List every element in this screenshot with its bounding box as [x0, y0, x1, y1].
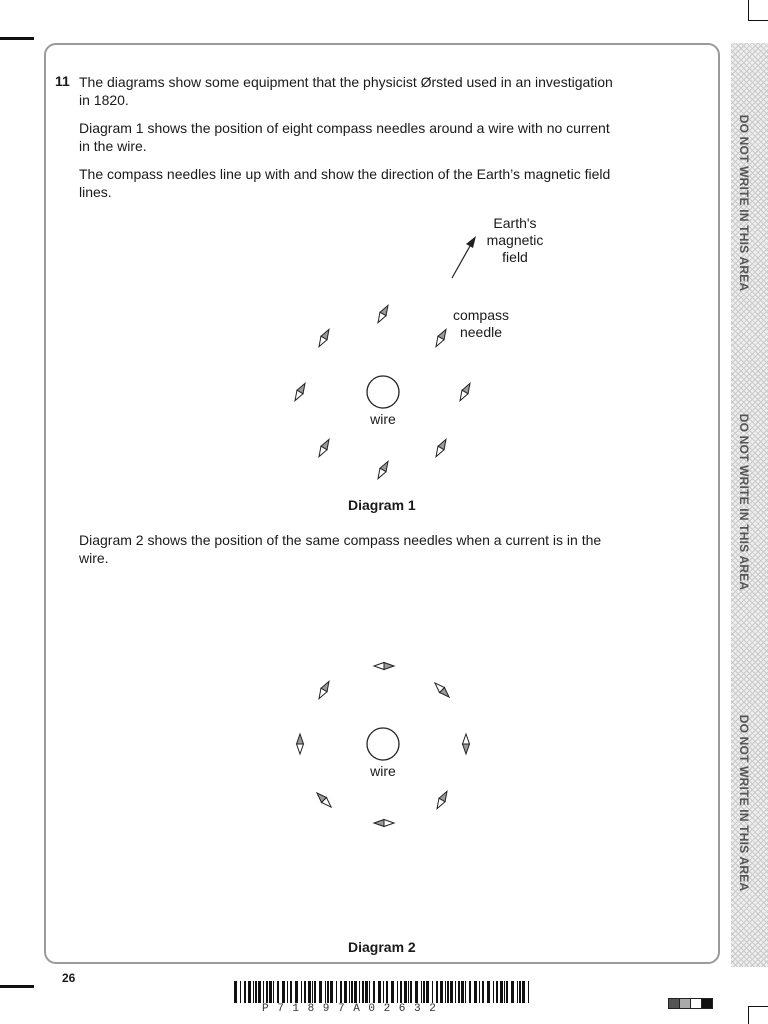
barcode-bar — [325, 981, 326, 1003]
barcode-bar — [423, 981, 425, 1003]
barcode-bar — [496, 981, 498, 1003]
barcode-bar — [432, 981, 433, 1003]
barcode-bar — [450, 981, 453, 1003]
edge-mark-bottom-right-v — [748, 1006, 749, 1024]
barcode-bar — [373, 981, 375, 1003]
intro-text: The diagrams show some equipment that the physicist Ørsted used in an investigation in 1820. — [79, 74, 613, 108]
barcode-bar — [312, 981, 313, 1003]
diagram2-description: Diagram 2 shows the position of the same compass needles when a current is in the wire. — [79, 532, 602, 566]
barcode-bar — [287, 981, 288, 1003]
barcode-bar — [421, 981, 422, 1003]
compass-needle-icon — [463, 734, 470, 754]
barcode-bar — [258, 981, 261, 1003]
barcode-bar — [517, 981, 518, 1003]
barcode-bar — [474, 981, 477, 1003]
barcode-bar — [504, 981, 505, 1003]
barcode-bar — [386, 981, 388, 1003]
barcode-bar — [253, 981, 254, 1003]
field-label-line-2: magnetic — [486, 232, 544, 248]
barcode-bar — [410, 981, 412, 1003]
barcode-bar — [340, 981, 342, 1003]
barcode-bar — [482, 981, 484, 1003]
barcode-bar — [263, 981, 264, 1003]
barcode-bar — [519, 981, 521, 1003]
barcode-bar — [269, 981, 272, 1003]
compass-needle-icon — [374, 820, 394, 827]
compass-needle-icon — [432, 680, 451, 699]
barcode-bar — [314, 981, 316, 1003]
print-color-squares — [668, 996, 712, 1014]
barcode-bar — [248, 981, 251, 1003]
barcode-bar — [359, 981, 360, 1003]
barcode-bar — [479, 981, 480, 1003]
edge-mark-bottom-left — [0, 985, 34, 988]
barcode-bar — [445, 981, 446, 1003]
wire-label: wire — [370, 411, 396, 427]
question-number: 11 — [55, 73, 70, 89]
barcode-bar — [290, 981, 292, 1003]
barcode-bar — [344, 981, 347, 1003]
barcode-bar — [273, 981, 274, 1003]
barcode-bar — [319, 981, 322, 1003]
needle-label-line-2: needle — [459, 324, 503, 340]
barcode-bar — [362, 981, 364, 1003]
barcode-bar — [511, 981, 514, 1003]
barcode-bar — [461, 981, 464, 1003]
barcode-bar — [528, 981, 529, 1003]
barcode-bar — [255, 981, 257, 1003]
page-number: 26 — [62, 971, 76, 985]
diagram1-description: Diagram 1 shows the position of eight compass needles around a wire with no current in the wire. — [79, 120, 610, 154]
field-description: The compass needles line up with and show the direction of the Earth’s magnetic field lines. — [79, 166, 611, 200]
barcode-bar — [277, 981, 279, 1003]
barcode-bar — [234, 981, 237, 1003]
barcode-bar — [327, 981, 329, 1003]
edge-mark-bottom-right-h — [748, 1006, 768, 1007]
barcode-bar — [301, 981, 302, 1003]
barcode-bar — [308, 981, 311, 1003]
barcode-bar — [244, 981, 246, 1003]
compass-needle-icon — [374, 663, 394, 670]
barcode-bar — [378, 981, 381, 1003]
margin-warning-3: DO NOT WRITE IN THIS AREA — [737, 714, 751, 892]
barcode-bar — [336, 981, 337, 1003]
wire-label: wire — [370, 763, 396, 779]
barcode-bar — [455, 981, 456, 1003]
compass-needle-icon — [434, 790, 450, 811]
barcode-bar — [469, 981, 471, 1003]
wire-icon — [367, 728, 399, 760]
barcode — [234, 981, 534, 1003]
barcode-bar — [506, 981, 508, 1003]
margin-warning-2: DO NOT WRITE IN THIS AREA — [737, 413, 751, 591]
barcode-bar — [465, 981, 466, 1003]
field-label-line-1: Earth's — [493, 215, 537, 231]
diagram-1-caption: Diagram 1 — [348, 497, 416, 513]
barcode-bar — [397, 981, 398, 1003]
needle-label-line-1: compass — [452, 307, 510, 323]
barcode-bar — [304, 981, 306, 1003]
margin-warning-1: DO NOT WRITE IN THIS AREA — [737, 114, 751, 292]
diagram-2-caption: Diagram 2 — [348, 939, 416, 955]
barcode-bar — [351, 981, 353, 1003]
color-square — [701, 998, 713, 1009]
barcode-bar — [436, 981, 438, 1003]
barcode-bar — [383, 981, 384, 1003]
barcode-bar — [282, 981, 285, 1003]
barcode-text: P71897A02632 — [262, 1003, 445, 1015]
barcode-bar — [447, 981, 449, 1003]
compass-needle-icon — [297, 734, 304, 754]
barcode-bar — [330, 981, 333, 1003]
barcode-bar — [349, 981, 350, 1003]
barcode-bar — [426, 981, 429, 1003]
barcode-bar — [240, 981, 241, 1003]
barcode-bar — [365, 981, 368, 1003]
barcode-bar — [400, 981, 402, 1003]
barcode-bar — [408, 981, 409, 1003]
barcode-bar — [522, 981, 525, 1003]
barcode-bar — [487, 981, 490, 1003]
barcode-bar — [404, 981, 407, 1003]
field-label-line-3: field — [502, 249, 528, 265]
barcode-bar — [440, 981, 443, 1003]
barcode-bar — [369, 981, 370, 1003]
barcode-bar — [295, 981, 298, 1003]
barcode-bar — [391, 981, 394, 1003]
compass-needle-icon — [314, 790, 333, 809]
barcode-bar — [500, 981, 503, 1003]
barcode-bar — [415, 981, 418, 1003]
barcode-bar — [493, 981, 494, 1003]
compass-needle-icon — [316, 680, 332, 701]
barcode-bar — [266, 981, 268, 1003]
barcode-bar — [354, 981, 357, 1003]
barcode-bar — [458, 981, 460, 1003]
